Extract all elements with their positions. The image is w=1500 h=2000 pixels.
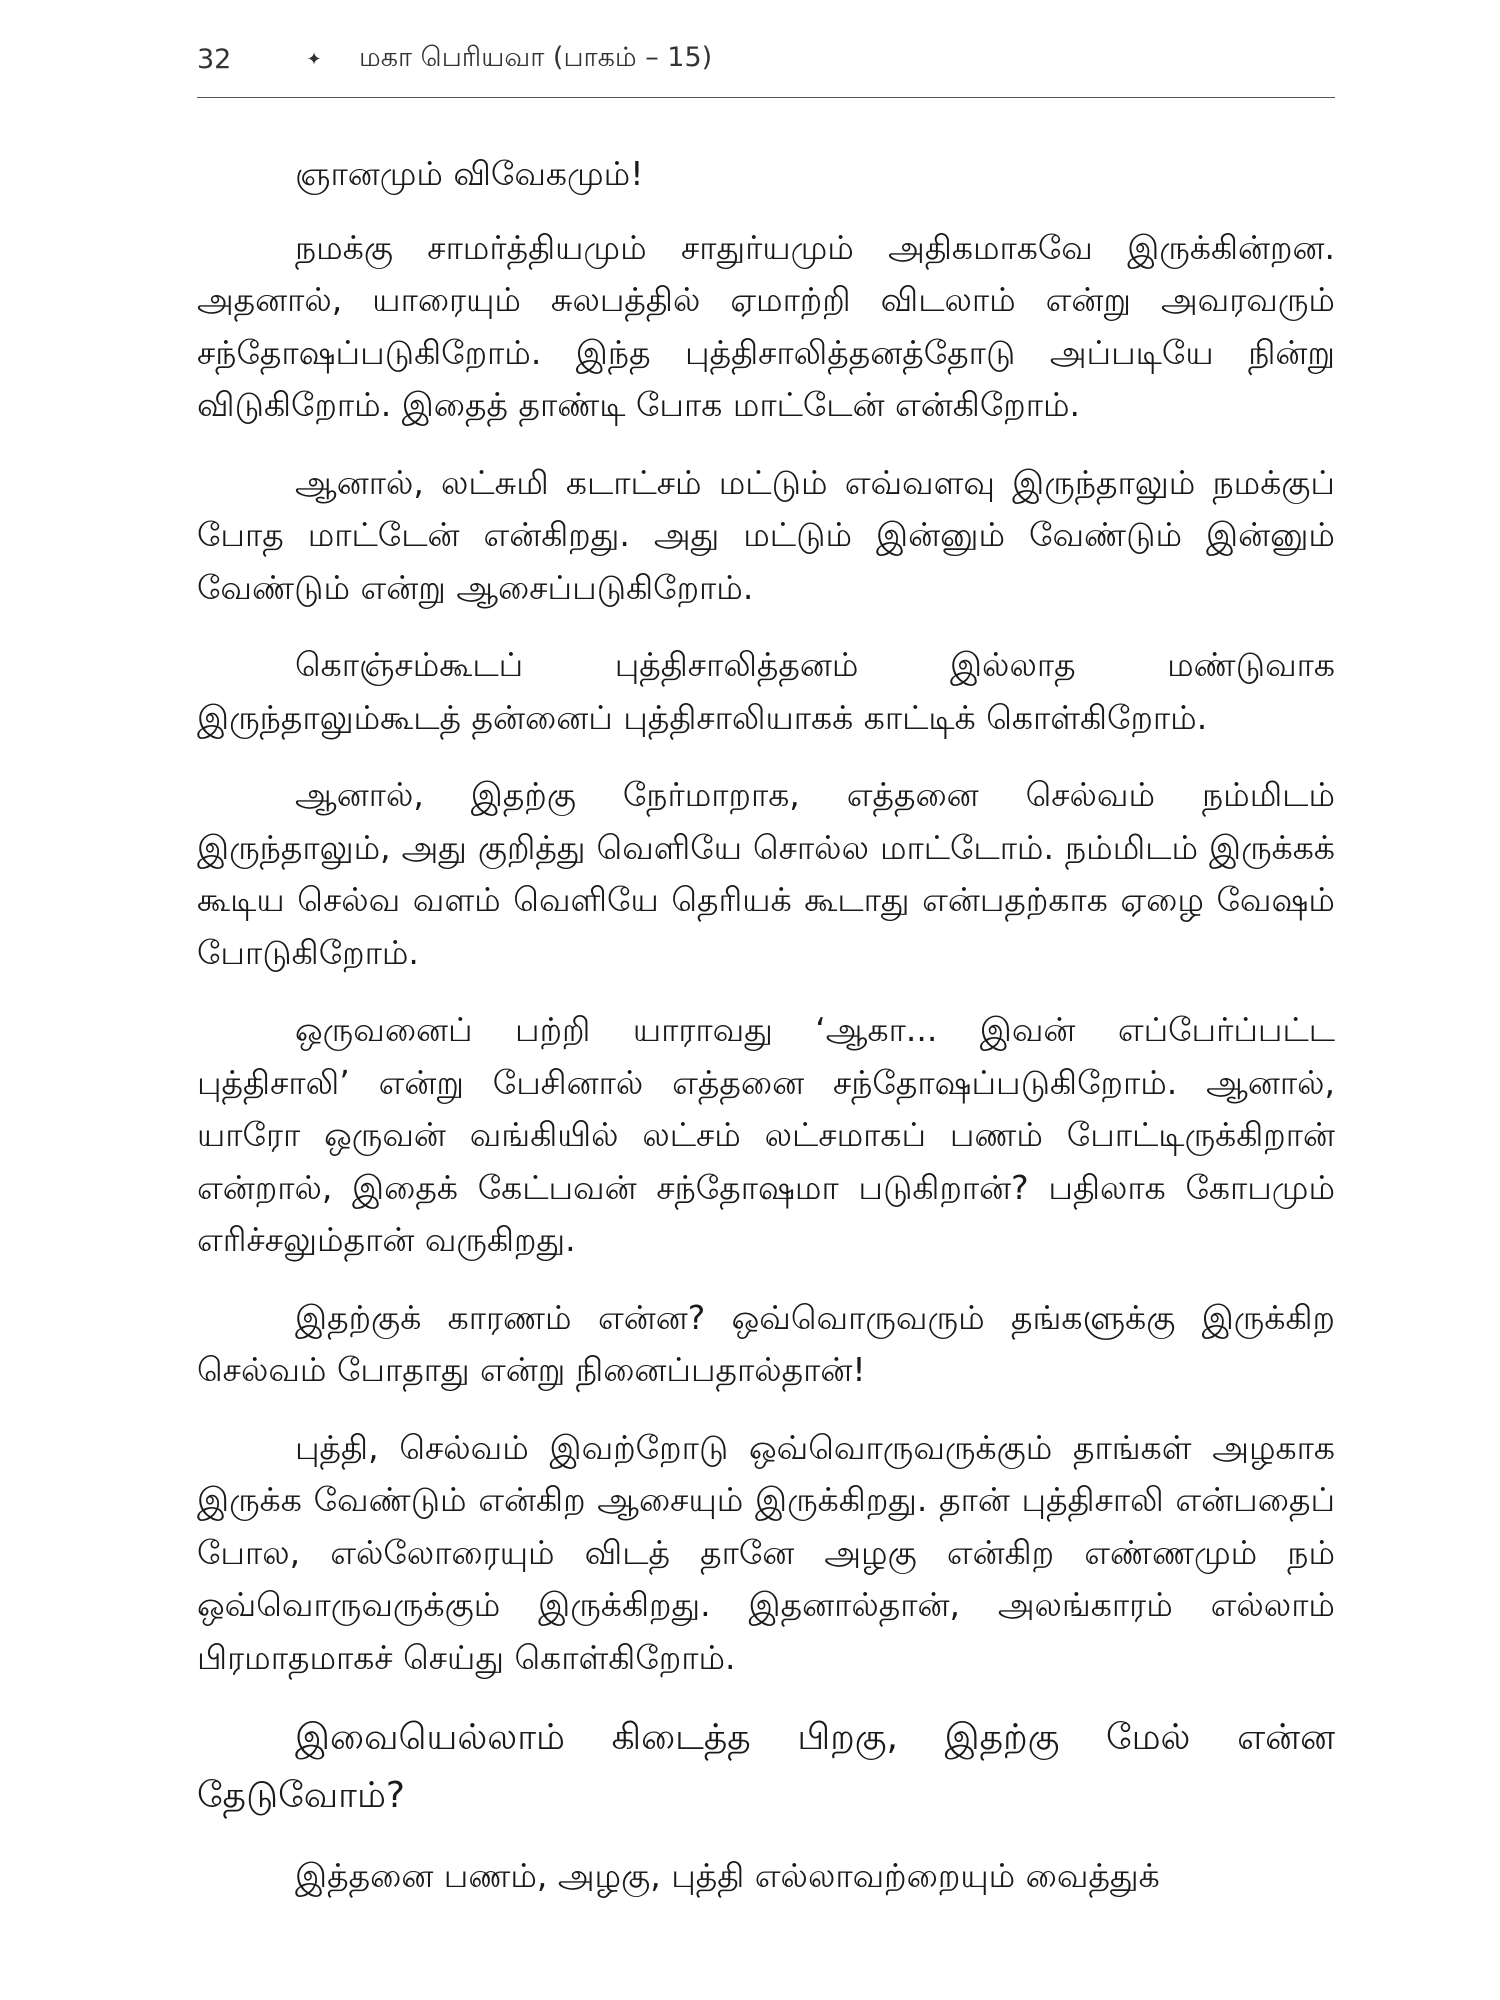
ornament-icon: ✦: [306, 48, 322, 70]
paragraph: இவையெல்லாம் கிடைத்த பிறகு, இதற்கு மேல் என்ன தேடுவோம்?: [197, 1717, 1335, 1816]
paragraph: ஆனால், லட்சுமி கடாட்சம் மட்டும் எவ்வளவு இருந்தாலும் நமக்குப் போத மாட்டேன் என்கிறது. அது மட்டும் இன்னும் வேண்டும் இன்னும் வேண்டும் என்று ஆசைப்படுகிறோம்.: [197, 462, 1335, 607]
paragraph: கொஞ்சம்கூடப் புத்திசாலித்தனம் இல்லாத மண்டுவாக இருந்தாலும்கூடத் தன்னைப் புத்திசாலியாகக் காட்டிக் கொள்கிறோம்.: [197, 645, 1335, 737]
section-heading: ஞானமும் விவேகமும்!: [295, 154, 644, 193]
running-header: [197, 36, 1335, 82]
page-number: 32: [197, 43, 232, 75]
body-text: [197, 148, 1335, 1928]
paragraph: இதற்குக் காரணம் என்ன? ஒவ்வொருவரும் தங்களுக்கு இருக்கிற செல்வம் போதாது என்று நினைப்பதால்தான்!: [197, 1297, 1335, 1389]
paragraph: இத்தனை பணம், அழகு, புத்தி எல்லாவற்றையும் வைத்துக்: [295, 1856, 1160, 1895]
paragraph: ஒருவனைப் பற்றி யாராவது ‘ஆகா... இவன் எப்பேர்ப்பட்ட புத்திசாலி’ என்று பேசினால் எத்தனை சந்தோஷப்படுகிறோம். ஆனால், யாரோ ஒருவன் வங்கியில் லட்சம் லட்சமாகப் பணம் போட்டிருக்கிறான் என்றால், இதைக் கேட்பவன் சந்தோஷமா படுகிறான்? பதிலாக கோபமும் எரிச்சலும்தான் வருகிறது.: [197, 1010, 1335, 1259]
paragraph: புத்தி, செல்வம் இவற்றோடு ஒவ்வொருவருக்கும் தாங்கள் அழகாக இருக்க வேண்டும் என்கிற ஆசையும் இருக்கிறது. தான் புத்திசாலி என்பதைப் போல, எல்லோரையும் விடத் தானே அழகு என்கிற எண்ணமும் நம் ஒவ்வொருவருக்கும் இருக்கிறது. இதனால்தான், அலங்காரம் எல்லாம் பிரமாதமாகச் செய்து கொள்கிறோம்.: [197, 1427, 1335, 1677]
paragraph: ஆனால், இதற்கு நேர்மாறாக, எத்தனை செல்வம் நம்மிடம் இருந்தாலும், அது குறித்து வெளியே சொல்ல மாட்டோம். நம்மிடம் இருக்கக் கூடிய செல்வ வளம் வெளியே தெரியக் கூடாது என்பதற்காக ஏழை வேஷம் போடுகிறோம்.: [197, 775, 1335, 972]
paragraph: நமக்கு சாமர்த்தியமும் சாதுர்யமும் அதிகமாகவே இருக்கின்றன. அதனால், யாரையும் சுலபத்தில் ஏமாற்றி விடலாம் என்று அவரவரும் சந்தோஷப்படுகிறோம். இந்த புத்திசாலித்தனத்தோடு அப்படியே நின்று விடுகிறோம். இதைத் தாண்டி போக மாட்டேன் என்கிறோம்.: [197, 227, 1335, 424]
header-divider: [197, 97, 1335, 98]
book-title: மகா பெரியவா (பாகம் – 15): [359, 41, 713, 73]
